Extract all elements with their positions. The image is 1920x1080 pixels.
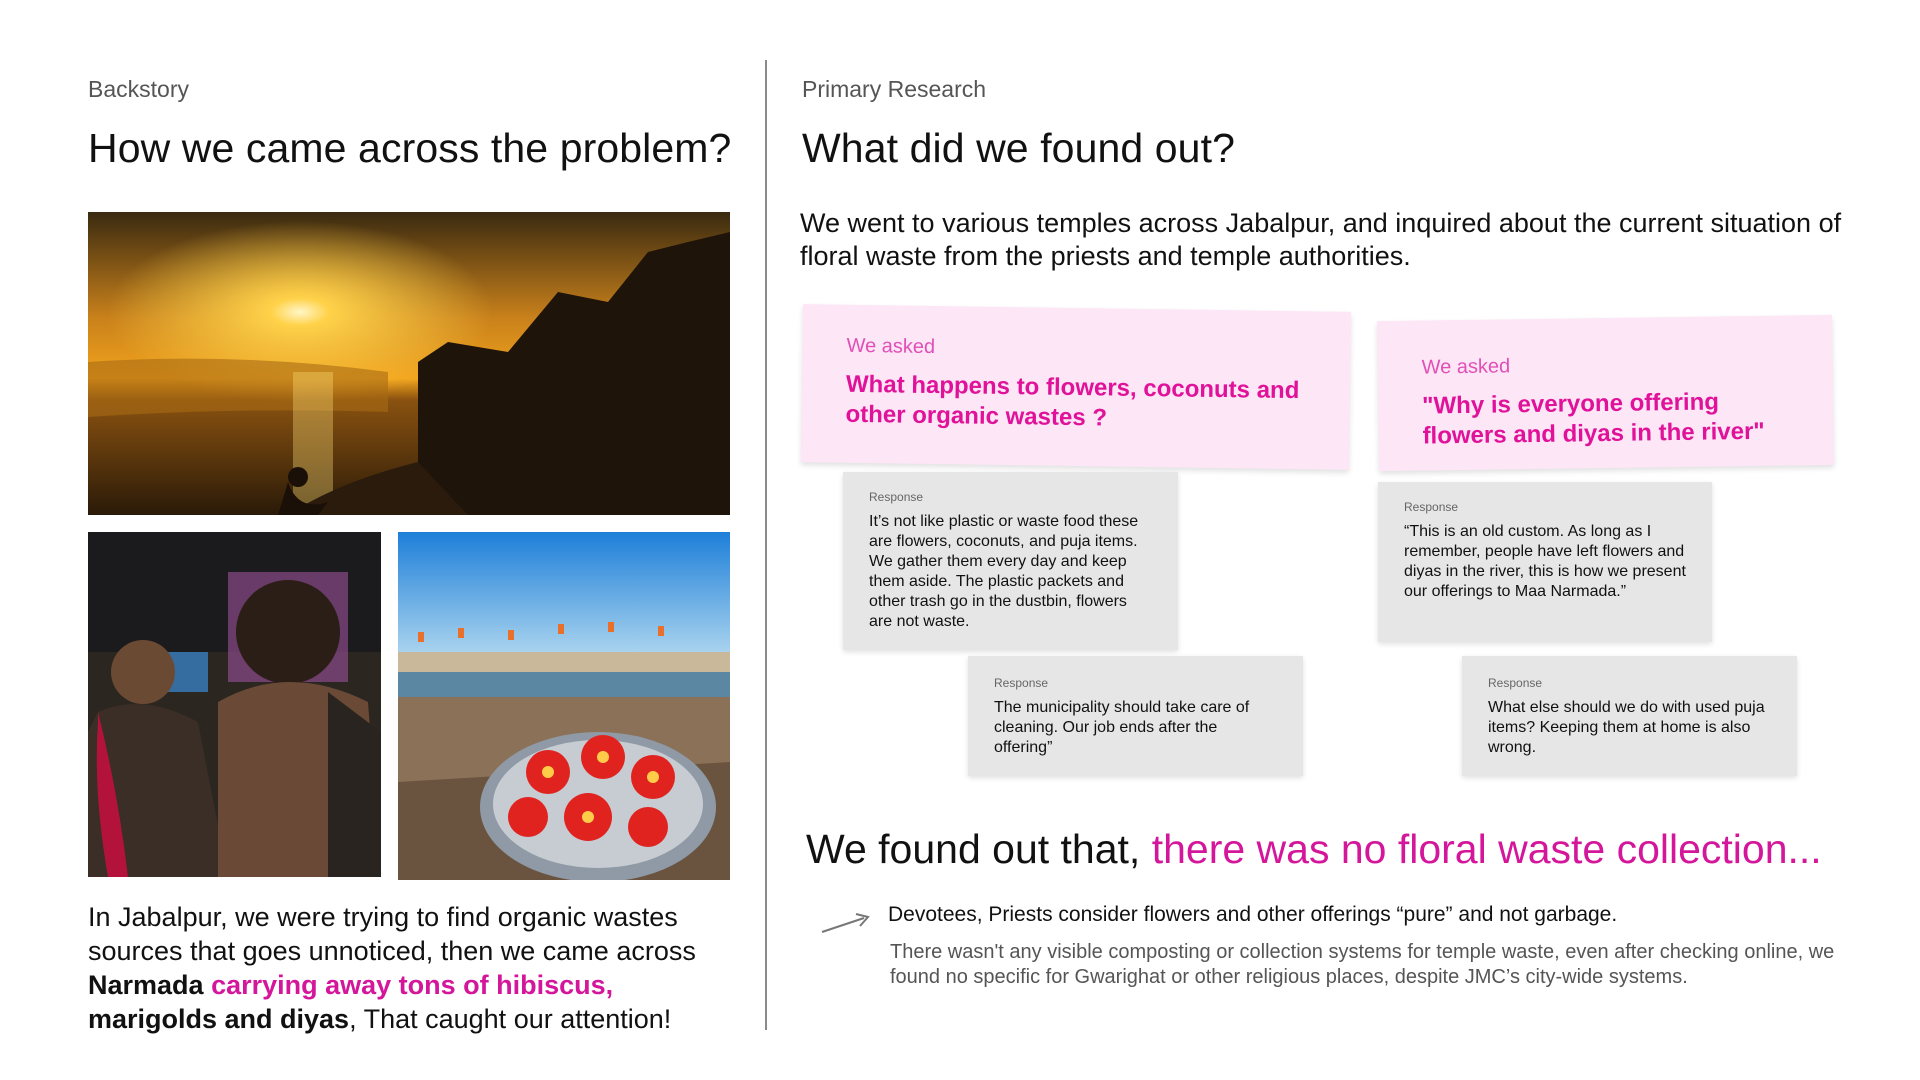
response-2b-text: What else should we do with used puja items? Keeping them at home is also wrong. [1488, 699, 1765, 756]
question-card-1 [801, 304, 1351, 470]
story-marigolds: marigolds and diyas [88, 1004, 350, 1034]
response-1a-text: It’s not like plastic or waste food these are flowers, coconuts, and puja items. We gather them every day and keep them aside. The plastic packets and other trash go in the dustbin, flowers are not waste. [869, 513, 1139, 630]
finding-highlight: there was no floral waste collection... [1151, 826, 1822, 872]
backstory-paragraph [88, 900, 738, 1036]
finding-headline [806, 826, 1886, 873]
finding-bullet-1: Devotees, Priests consider flowers and other offerings “pure” and not garbage. [888, 903, 1618, 926]
people-market-photo [88, 532, 381, 877]
question-1-text: What happens to flowers, coconuts and other organic wastes ? [845, 370, 1300, 432]
response-1b-text: The municipality should take care of cleaning. Our job ends after the offering” [994, 699, 1250, 756]
story-highlight: carrying away tons of hibiscus, [203, 970, 614, 1000]
question-2-text: "Why is everyone offering flowers and diyas in the river" [1421, 388, 1765, 450]
research-heading: What did we found out? [802, 125, 1235, 171]
question-1-label: We asked [846, 334, 936, 359]
question-2-label: We asked [1421, 355, 1511, 379]
backstory-eyebrow: Backstory [88, 76, 189, 102]
sunset-river-photo [88, 212, 730, 515]
backstory-heading: How we came across the problem? [88, 125, 732, 171]
research-eyebrow: Primary Research [802, 76, 987, 102]
story-text-end: , That caught our attention! [349, 1004, 672, 1034]
response-card-2a [1378, 482, 1712, 642]
research-intro: We went to various temples across Jabalpur, and inquired about the current situation of floral waste from the priests and temple authorities. [800, 208, 1842, 271]
flower-plate-photo [398, 532, 730, 880]
response-card-1b [968, 656, 1303, 776]
question-card-2 [1377, 315, 1834, 471]
response-2a-text: “This is an old custom. As long as I remember, people have left flowers and diyas in the river, this is how we present our offerings to Maa Narmada.” [1404, 523, 1686, 600]
response-2a-label: Response [1404, 500, 1459, 514]
arrow-icon [820, 912, 872, 941]
response-1a-label: Response [869, 490, 924, 504]
response-2b-label: Response [1488, 676, 1543, 690]
response-card-2b [1462, 656, 1797, 776]
story-narmada: Narmada [88, 970, 204, 1000]
response-1b-label: Response [994, 676, 1049, 690]
finding-bullet-2: There wasn't any visible composting or collection systems for temple waste, even after checking online, we found no specific for Gwarighat or other religious places, despite JMC’s city-wide systems. [890, 941, 1835, 988]
response-card-1a [843, 472, 1178, 650]
story-text-start: In Jabalpur, we were trying to find organic wastes sources that goes unnoticed, then we came across [88, 902, 696, 966]
finding-prefix: We found out that, [806, 826, 1152, 872]
column-divider [765, 60, 767, 1030]
